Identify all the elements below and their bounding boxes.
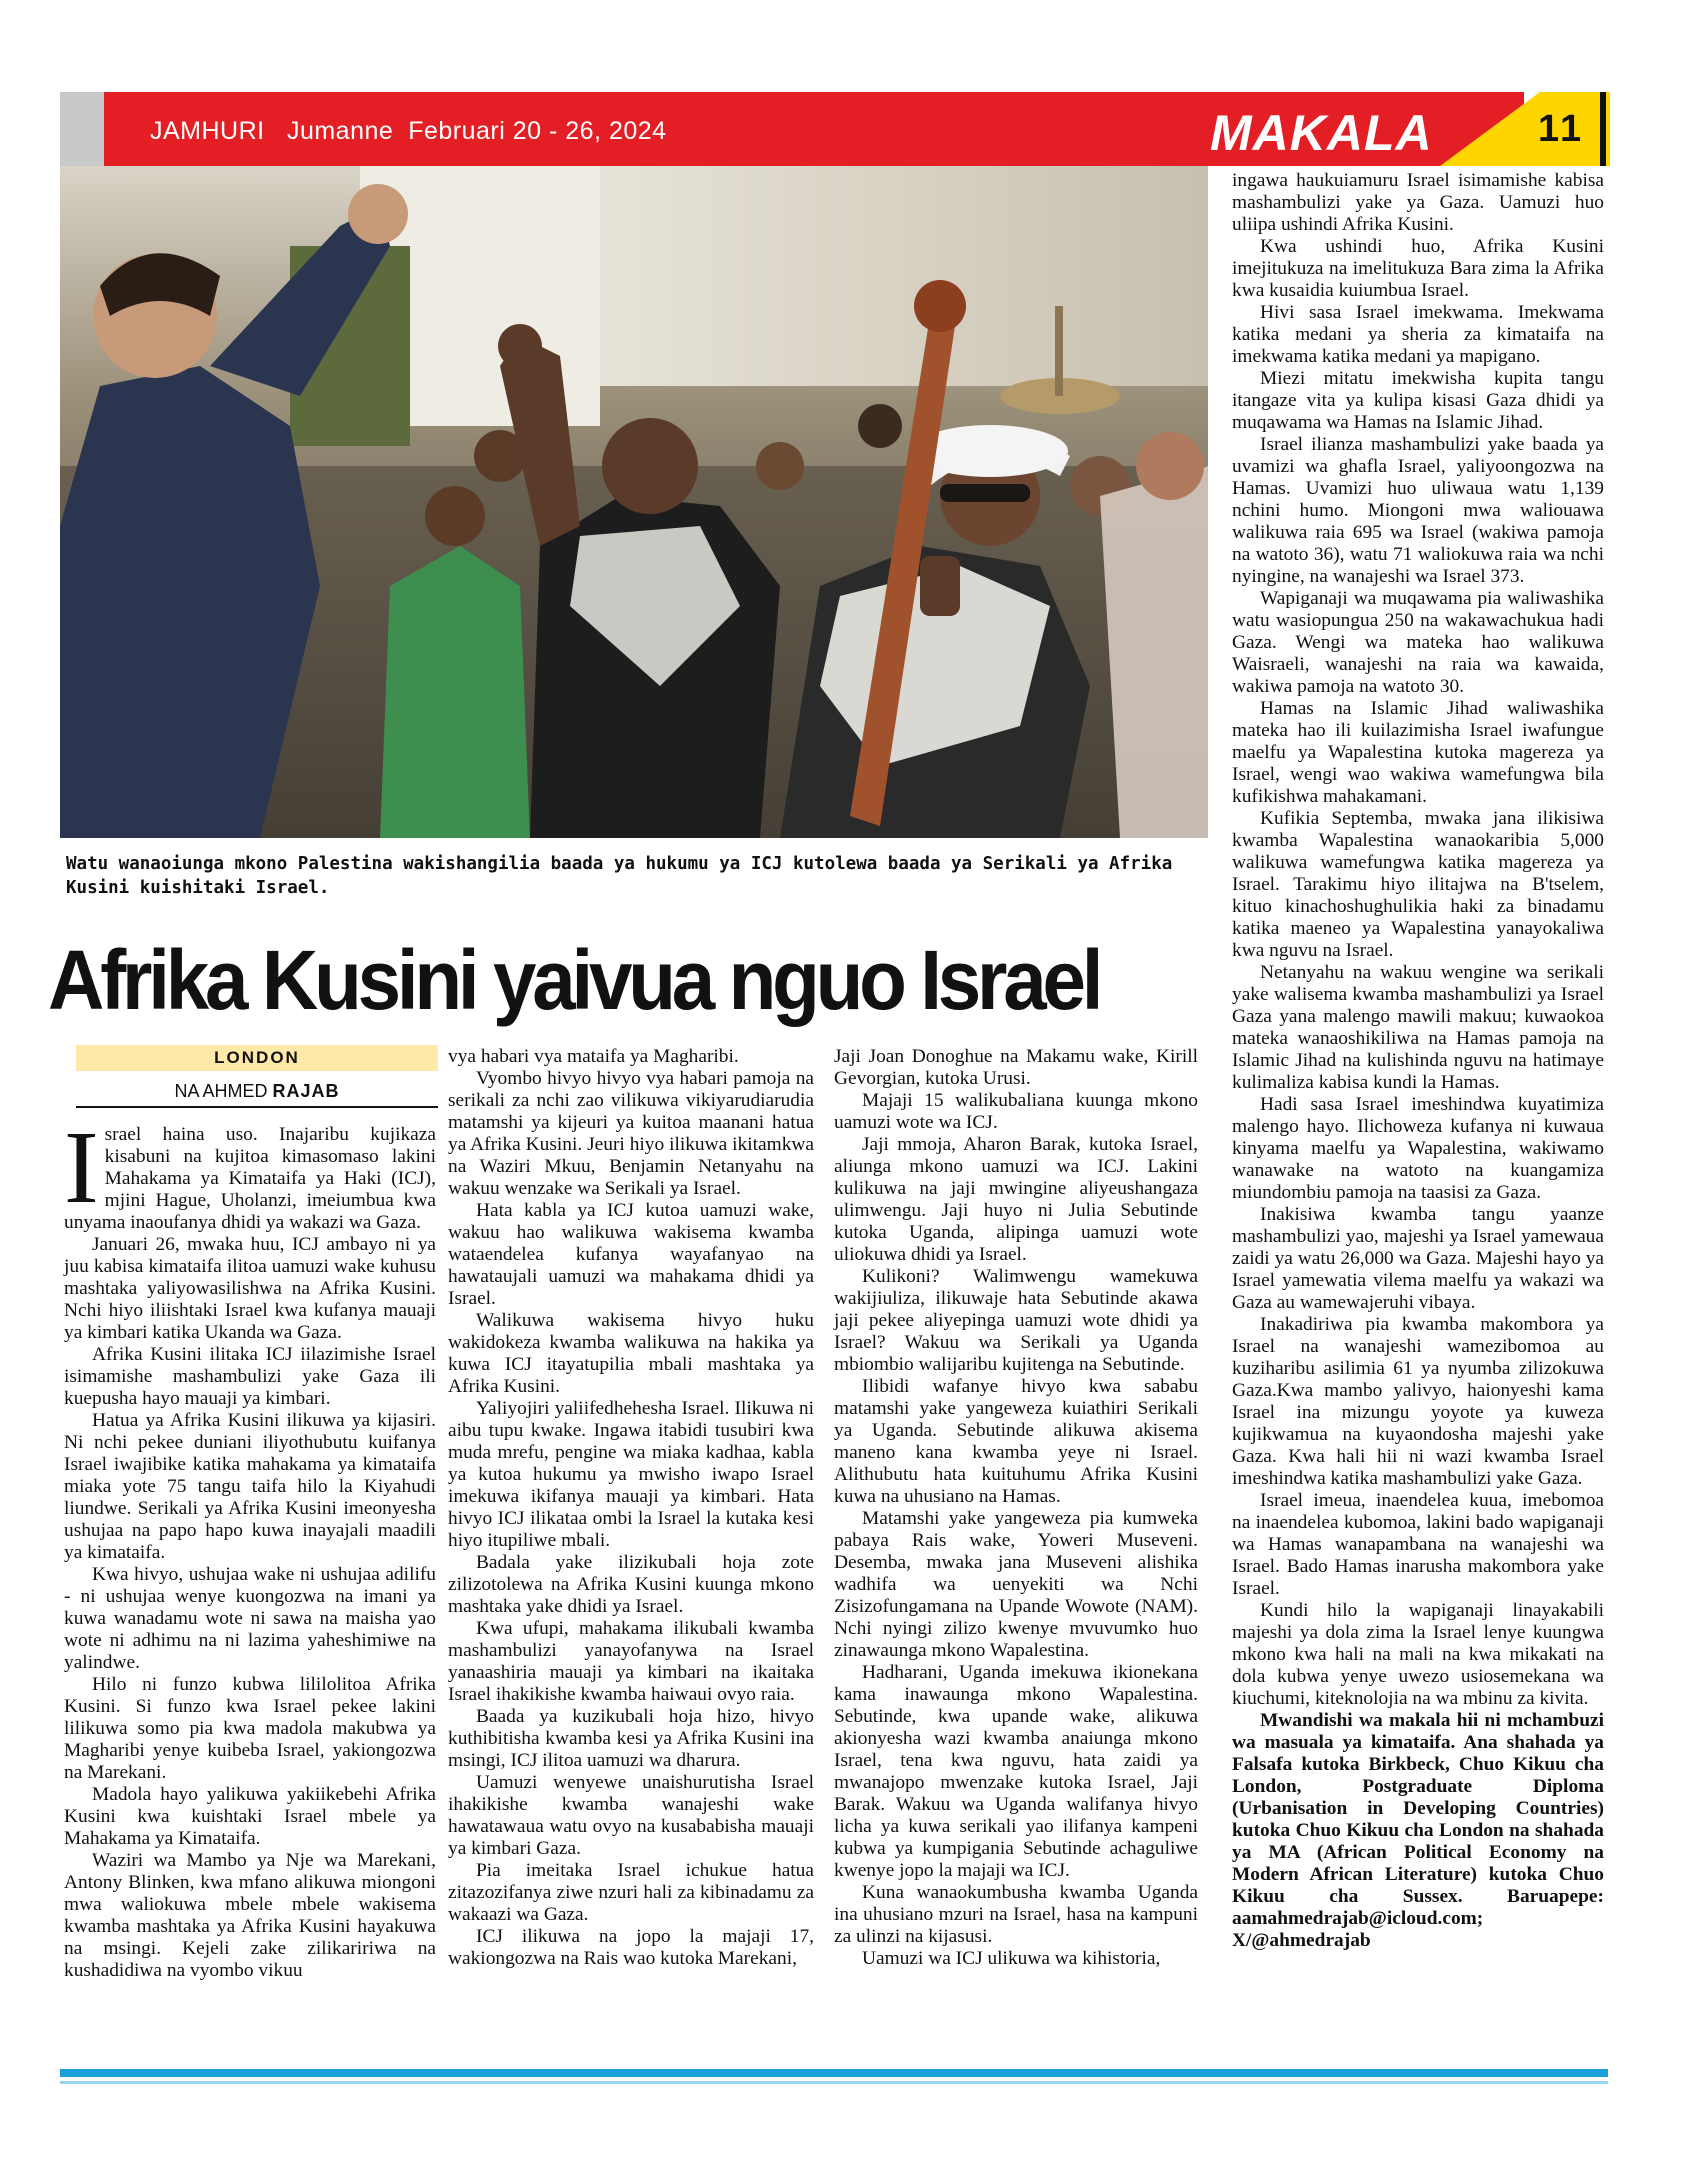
byline-prefix: NA AHMED — [174, 1081, 273, 1101]
article-paragraph: Madola hayo yalikuwa yakiikebehi Afrika Kusini kwa kuishtaki Israel mbele ya Mahakama ya Kimataifa. — [64, 1784, 436, 1849]
article-paragraph: Afrika Kusini ilitaka ICJ iilazimishe Israel isimamishe mashambulizi yake Gaza ili kuepusha hayo mauaji ya kimbari. — [64, 1344, 436, 1409]
article-paragraph: Hadharani, Uganda imekuwa ikionekana kama inawaunga mkono Wapalestina. Sebutinde, kwa upande wake, alikuwa akionyesha wazi kwamba anaiunga mkono Israel, tena kwa nguvu, hata zaidi ya mwanajopo mwenzake kutoka Israel, Jaji Barak. Wakuu wa Uganda walifanya hivyo licha ya kuwa serikali yao ilifanya kampeni kubwa ya kumpigania Sebutinde achaguliwe kwenye jopo la majaji wa ICJ. — [834, 1662, 1198, 1881]
article-paragraph: Miezi mitatu imekwisha kupita tangu itangaze vita ya kulipa kisasi Gaza dhidi ya muqawama wa Hamas na Islamic Jihad. — [1232, 368, 1604, 433]
article-paragraph: Inakisiwa kwamba tangu yaanze mashambulizi yao, majeshi ya Israel yamewaua zaidi ya watu 26,000 wa Gaza. Majeshi hayo ya Israel yamewatia vilema maelfu ya wakazi wa Gaza au wamewajeruhi vibaya. — [1232, 1204, 1604, 1313]
footer-rule-thin — [60, 2081, 1608, 2084]
article-paragraph: Ilibidi wafanye hivyo kwa sababu matamshi yake yangeweza kuiathiri Serikali ya Uganda. Sebutinde alikuwa akisema maneno kana kwamba yeye ni Israel. Alithubutu hata kuituhumu Afrika Kusini kuwa na uhusiano na Hamas. — [834, 1376, 1198, 1507]
byline-author: RAJAB — [272, 1081, 340, 1101]
lead-photo — [60, 166, 1208, 838]
section-title: MAKALA — [1210, 105, 1433, 161]
article-paragraph: Hatua ya Afrika Kusini ilikuwa ya kijasiri. Ni nchi pekee duniani iliyothubutu kuifanya Israel iwajibike katika mahakama ya kimataifa miaka yote 75 tangu taifa hilo la Kiyahudi liundwe. Serikali ya Afrika Kusini imeonyesha ushujaa na papo hapo kuwa inayajali maadili ya kimataifa. — [64, 1410, 436, 1563]
article-column-1 — [64, 1110, 436, 1982]
article-paragraph: vya habari vya mataifa ya Magharibi. — [448, 1046, 739, 1067]
article-paragraph: Kufikia Septemba, mwaka jana ilikisiwa kwamba Wapalestina wanaokaribia 5,000 walikuwa wamefungwa katika magereza ya Israel. Tarakimu hiyo ilitajwa na B'tselem, kituo kinachoshughulikia haki za binadamu katika maeneo ya Wapalestina yanayokaliwa kwa nguvu na Israel. — [1232, 808, 1604, 961]
photo-caption: Watu wanaoiunga mkono Palestina wakishangilia baada ya hukumu ya ICJ kutolewa baada ya Serikali ya Afrika Kusini kuishitaki Israel. — [66, 854, 1173, 898]
article-paragraph: Vyombo hivyo hivyo vya habari pamoja na serikali za nchi zao vilikuwa vikiyarudiarudia matamshi ya kijeuri ya kuitoa maanani hatua ya Afrika Kusini. Jeuri hiyo ilikuwa ikitamkwa na Waziri Mkuu, Benjamin Netanyahu na wakuu wenzake wa Serikali ya Israel. — [448, 1068, 814, 1199]
byline — [76, 1078, 438, 1108]
article-column-4 — [1232, 170, 1604, 1952]
article-paragraph: Januari 26, mwaka huu, ICJ ambayo ni ya juu kabisa kimataifa ilitoa uamuzi wake kuhusu mashtaka yaliyowasilishwa na Afrika Kusini. Nchi hiyo iliishtaki Israel kwa kufanya mauaji ya kimbari katika Ukanda wa Gaza. — [64, 1234, 436, 1343]
article-paragraph: Hadi sasa Israel imeshindwa kuyatimiza malengo hayo. Ilichoweza kufanya ni kuwaua kinyama maelfu ya Wapalestina, wakiwamo wanawake na watoto na kuangamiza miundombiu pamoja na taasisi za Gaza. — [1232, 1094, 1604, 1203]
article-paragraph: Jaji mmoja, Aharon Barak, kutoka Israel, aliunga mkono uamuzi wa ICJ. Lakini kulikuwa na jaji mwingine aliyeushangaza ulimwengu. Jaji huyo ni Julia Sebutinde kutoka Uganda, alipinga uamuzi wote uliokuwa dhidi ya Israel. — [834, 1134, 1198, 1265]
header-paper-date — [150, 117, 667, 146]
drop-cap: I — [64, 1110, 99, 1225]
article-paragraph: Badala yake ilizikubali hoja zote zilizotolewa na Afrika Kusini kuunga mkono mashtaka yake dhidi ya Israel. — [448, 1552, 814, 1617]
dateline: LONDON — [76, 1045, 438, 1071]
article-paragraph: Israel ilianza mashambulizi yake baada ya uvamizi wa ghafla Israel, yaliyoongozwa na Hamas. Uvamizi huo uliwaua watu 1,139 nchini humo. Miongoni mwa waliouawa walikuwa raia 695 wa Israel (wakiwa pamoja na watoto 36), watu 71 waliokuwa raia wa nchi nyingine, na wanajeshi wa Israel 373. — [1232, 434, 1604, 587]
article-paragraph — [64, 1110, 436, 1234]
article-paragraph: Wapiganaji wa muqawama pia waliwashika watu wasiopungua 250 na wakawachukua hadi Gaza. Wengi wa mateka hao walikuwa Waisraeli, wanajeshi na raia wa kawaida, wakiwa pamoja na watoto 30. — [1232, 588, 1604, 697]
article-paragraph: Matamshi yake yangeweza pia kumweka pabaya Rais wake, Yoweri Museveni. Desemba, mwaka jana Museveni alishika wadhifa wa uenyekiti wa Nchi Zisizofungamana na Upande Wowote (NAM). Nchi nyingi zilizo kwenye mvuvumko huo zinawaunga mkono Wapalestina. — [834, 1508, 1198, 1661]
article-paragraph: Yaliyojiri yaliifedhehesha Israel. Ilikuwa ni aibu tupu kwake. Ingawa itabidi tusubiri kwa muda mrefu, pengine wa miaka kadhaa, kabla ya kutoa hukumu ya mwisho iwapo Israel imekuwa ikifanya mauaji ya kimbari. Hata hivyo ICJ ilikataa ombi la Israel la kutaka kesi hiyo itupiliwe mbali. — [448, 1398, 814, 1551]
celebration-photo-illustration — [60, 166, 1208, 838]
article-paragraph: Walikuwa wakisema hivyo huku wakidokeza kwamba walikuwa na hakika ya kuwa ICJ itayatupilia mbali mashtaka ya Afrika Kusini. — [448, 1310, 814, 1397]
article-paragraph: Netanyahu na wakuu wengine wa serikali yake walisema kwamba mashambulizi ya Israel Gaza yana malengo mawili makuu; kuwaokoa mateka wanaoshikiliwa na Hamas pamoja na Islamic Jihad na kulishinda nguvu na hatimaye kulimaliza kabisa kundi la Hamas. — [1232, 962, 1604, 1093]
issue-date: Jumanne Februari 20 - 26, 2024 — [286, 117, 667, 145]
article-paragraph: Uamuzi wa ICJ ulikuwa wa kihistoria, — [862, 1948, 1161, 1969]
article-paragraph: Hilo ni funzo kubwa lililolitoa Afrika Kusini. Si funzo kwa Israel pekee lakini lilikuwa somo pia kwa madola makubwa ya Magharibi yenye kuibeba Israel, yakiongozwa na Marekani. — [64, 1674, 436, 1783]
footer-rule — [60, 2069, 1608, 2077]
article-paragraph: Kuna wanaokumbusha kwamba Uganda ina uhusiano mzuri na Israel, hasa na kampuni za ulinzi na kijasusi. — [834, 1882, 1198, 1947]
article-column-3 — [834, 1046, 1198, 1970]
article-headline: Afrika Kusini yaivua nguo Israel — [48, 933, 1100, 1027]
article-paragraph: Waziri wa Mambo ya Nje wa Marekani, Antony Blinken, kwa mfano alikuwa miongoni mwa waliokuwa mbele mbele wakisema kwamba mashtaka ya Afrika Kusini hayakuwa na msingi. Kejeli zake zilikaririwa na kushadidiwa na vyombo vikuu — [64, 1850, 436, 1981]
article-paragraph: ingawa haukuiamuru Israel isimamishe kabisa mashambulizi yake ya Gaza. Uamuzi huo uliipa ushindi Afrika Kusini. — [1232, 170, 1604, 235]
author-note: Mwandishi wa makala hii ni mchambuzi wa masuala ya kimataifa. Ana shahada ya Falsafa kutoka Birkbeck, Chuo Kikuu cha London, Postgraduate Diploma (Urbanisation in Developing Countries) kutoka Chuo Kikuu cha London na shahada ya MA (African Political Economy na Modern African Literature) kutoka Chuo Kikuu cha Sussex. Baruapepe: aamahmedrajab@icloud.com; X/@ahmedrajab — [1232, 1710, 1604, 1951]
article-paragraph: Kwa ufupi, mahakama ilikubali kwamba mashambulizi yanayofanywa na Israel yanaashiria mauaji ya kimbari na ikaitaka Israel ihakikishe kwamba haiwaui ovyo raia. — [448, 1618, 814, 1705]
article-paragraph: ICJ ilikuwa na jopo la majaji 17, wakiongozwa na Rais wao kutoka Marekani, — [448, 1926, 814, 1969]
header-end-rule — [1600, 92, 1606, 166]
article-paragraph: Uamuzi wenyewe unaishurutisha Israel ihakikishe kwamba wanajeshi wake hawatawaua watu ovyo na kusababisha mauaji ya kimbari Gaza. — [448, 1772, 814, 1859]
article-paragraph: Kwa ushindi huo, Afrika Kusini imejitukuza na imelitukuza Bara zima la Afrika kwa kusaidia kuiumbua Israel. — [1232, 236, 1604, 301]
article-paragraph: Hamas na Islamic Jihad waliwashika mateka hao ili kuilazimisha Israel iwafungue maelfu ya Wapalestina kutoka magereza ya Israel, wengi wao wakiwa wamefungwa bila kufikishwa mahakamani. — [1232, 698, 1604, 807]
article-paragraph: Inakadiriwa pia kwamba makombora ya Israel na wanajeshi wamezibomoa au kuziharibu asilimia 61 ya nyumba zilizokuwa Gaza.Kwa mambo yalivyo, haionyeshi kama Israel ina mizungu yoyote ya kuweza kujikwamua na kuyaondosha majeshi yake Gaza. Kwa hali hii ni wazi kwamba Israel imeshindwa katika mashambulizi yake Gaza. — [1232, 1314, 1604, 1489]
article-paragraph: Hata kabla ya ICJ kutoa uamuzi wake, wakuu hao walikuwa wakisema kwamba wataendelea kufanya wayafanyao na hawataujali uamuzi wa mahakama dhidi ya Israel. — [448, 1200, 814, 1309]
article-paragraph: Majaji 15 walikubaliana kuunga mkono uamuzi wote wa ICJ. — [834, 1090, 1198, 1133]
paragraph-text: srael haina uso. Inajaribu kujikaza kisabuni na kujitoa kimasomaso lakini Mahakama ya Kimataifa ya Haki (ICJ), mjini Hague, Uholanzi, imeiumbua kwa unyama inaoufanya dhidi ya wakazi wa Gaza. — [64, 1124, 436, 1233]
article-column-2 — [448, 1046, 814, 1970]
article-paragraph: Baada ya kuzikubali hoja hizo, hivyo kuthibitisha kwamba kesi ya Afrika Kusini ina msingi, ICJ ilitoa uamuzi wa dharura. — [448, 1706, 814, 1771]
article-paragraph: Israel imeua, inaendelea kuua, imebomoa na inaendelea kubomoa, lakini bado wapiganaji wa Hamas wanapambana na wanajeshi wa Israel. Bado Hamas inarusha makombora yake Israel. — [1232, 1490, 1604, 1599]
article-paragraph: Kundi hilo la wapiganaji linayakabili majeshi ya dola zima la Israel lenye kuungwa mkono kwa hali na mali na kwa mikakati na dola kubwa yenye uwezo usiosemekana wa kiuchumi, kiteknolojia na wa mbinu za kivita. — [1232, 1600, 1604, 1709]
page-number: 11 — [1538, 108, 1585, 150]
article-paragraph: Kulikoni? Walimwengu wamekuwa wakijiuliza, ilikuwaje hata Sebutinde akawa jaji pekee aliyepinga uamuzi wote dhidi ya Israel? Wakuu wa Serikali ya Uganda mbiombio walijaribu kujitenga na Sebutinde. — [834, 1266, 1198, 1375]
article-paragraph: Pia imeitaka Israel ichukue hatua zitazozifanya ziwe nzuri hali za kibinadamu za wakaazi wa Gaza. — [448, 1860, 814, 1925]
article-paragraph: Jaji Joan Donoghue na Makamu wake, Kirill Gevorgian, kutoka Urusi. — [834, 1046, 1198, 1089]
paper-name: JAMHURI — [150, 117, 265, 145]
header-grey-tab — [60, 92, 104, 166]
article-paragraph: Hivi sasa Israel imekwama. Imekwama katika medani ya sheria za kimataifa na imekwama katika medani ya mapigano. — [1232, 302, 1604, 367]
article-paragraph: Kwa hivyo, ushujaa wake ni ushujaa adilifu - ni ushujaa wenye kuongozwa na imani ya kuwa wanadamu wote ni sawa na maisha yao wote ni adhimu na ni lazima yaheshimiwe na yalindwe. — [64, 1564, 436, 1673]
